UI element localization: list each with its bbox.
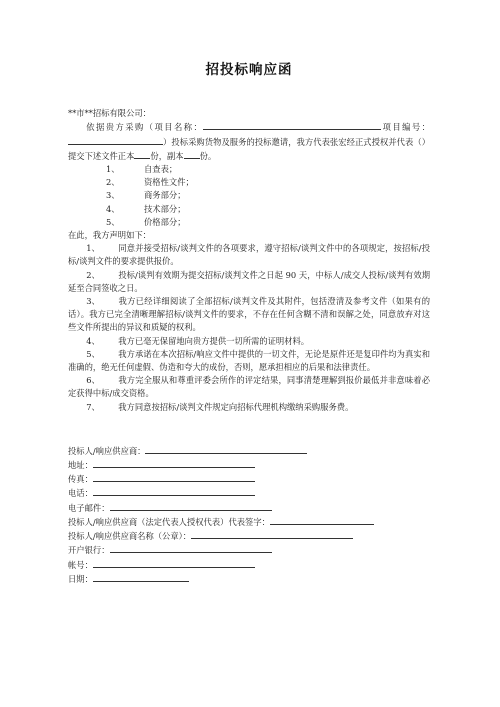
declaration-number: 1、 — [86, 243, 100, 254]
copy-count-blank[interactable] — [184, 149, 200, 159]
seal-field[interactable] — [191, 529, 353, 539]
list-item-number: 3、 — [106, 190, 120, 201]
fax-field[interactable] — [93, 472, 255, 482]
declaration-text: 我方完全服从和尊重评委会所作的评定结果，同事清楚理解到报价最低并非意味着必定获得中标/成交资格。 — [68, 375, 430, 399]
declaration-number: 6、 — [86, 375, 100, 386]
intro-text-1: 依据贵方采购（项目名称： — [86, 122, 204, 133]
intro-text-5: 份。 — [199, 150, 217, 161]
list-item-number: 5、 — [106, 216, 120, 227]
declaration-item — [68, 242, 430, 268]
list-item-label: 价格部分； — [144, 216, 186, 227]
field-label: 日期： — [68, 573, 93, 584]
bank-field[interactable] — [110, 543, 272, 553]
declaration-text: 同意并接受招标/谈判文件的各项要求，遵守招标/谈判文件中的各项规定，按招标/投标/谈判文件的要求提供报价。 — [68, 243, 430, 267]
list-item-label: 技术部分； — [144, 203, 186, 214]
declaration-number: 4、 — [86, 335, 100, 346]
seal-row — [68, 529, 430, 543]
field-label: 投标人/响应供应商（法定代表人授权代表）代表签字： — [68, 516, 270, 527]
field-label: 开户银行： — [68, 545, 110, 556]
list-item-label: 资格性文件； — [144, 177, 194, 188]
original-count-blank[interactable] — [134, 149, 150, 159]
bank-row — [68, 543, 430, 557]
fax-row — [68, 472, 430, 486]
declaration-number: 3、 — [86, 296, 100, 307]
list-item — [68, 216, 430, 229]
declaration-text: 我方已毫无保留地向贵方提供一切所需的证明材料。 — [118, 335, 310, 346]
declaration-item — [68, 401, 430, 414]
list-item-number: 2、 — [106, 177, 120, 188]
document-title: 招投标响应函 — [205, 62, 293, 78]
declaration-item — [68, 374, 430, 400]
phone-row — [68, 486, 430, 500]
email-field[interactable] — [110, 501, 272, 511]
intro-text-3: ）投标采购货物及服务的投标邀请，我方代表张宏经正式授权并代表（）提交下述文件正本 — [68, 136, 430, 161]
date-field[interactable] — [93, 572, 189, 582]
list-item — [68, 163, 430, 176]
declaration-item — [68, 348, 430, 374]
field-label: 电话： — [68, 488, 93, 499]
project-number-blank[interactable] — [68, 135, 163, 145]
phone-field[interactable] — [93, 486, 255, 496]
address-field[interactable] — [93, 458, 255, 468]
field-label: 投标人/响应供应商名称（公章）： — [68, 531, 192, 542]
declaration-text: 我方同意按招标/谈判文件规定向招标代理机构缴纳采购服务费。 — [118, 401, 354, 412]
email-row — [68, 501, 430, 515]
field-label: 帐号： — [68, 559, 93, 570]
list-item — [68, 189, 430, 202]
declaration-text: 我方已经详细阅读了全部招标/谈判文件及其附件，包括澄清及参考文件（如果有的话）。我方已完全清晰理解招标/谈判文件的要求，不存在任何含糊不清和误解之处，同意放弃对这些文件所提出的异议和质疑的权利。 — [68, 296, 430, 333]
intro-text-2: 项目编号： — [381, 122, 430, 133]
account-field[interactable] — [93, 558, 255, 568]
list-item — [68, 203, 430, 216]
account-row — [68, 558, 430, 572]
document-list — [68, 163, 430, 229]
declaration-number: 5、 — [86, 348, 100, 359]
intro-text-4: 份，副本 — [150, 150, 184, 161]
field-label: 电子邮件： — [68, 502, 110, 513]
address-row — [68, 458, 430, 472]
intro-paragraph — [68, 120, 430, 163]
bidder-row — [68, 444, 430, 458]
declaration-heading: 在此，我方声明如下： — [68, 230, 151, 241]
date-row — [68, 572, 430, 586]
field-label: 投标人/响应供应商： — [68, 445, 146, 456]
declaration-item — [68, 295, 430, 335]
declaration-text: 投标/谈判有效期为提交招标/谈判文件之日起 90 天，中标人/成交人投标/谈判有效期延至合同签收之日。 — [68, 269, 430, 293]
signature-row — [68, 515, 430, 529]
field-label: 地址： — [68, 460, 93, 471]
addressee: **市**招标有限公司： — [68, 108, 151, 119]
declaration-number: 2、 — [86, 269, 100, 280]
signature-fields — [68, 444, 430, 586]
signature-field[interactable] — [270, 515, 374, 525]
list-item-number: 1、 — [106, 164, 120, 175]
field-label: 传真： — [68, 474, 93, 485]
list-item-number: 4、 — [106, 203, 120, 214]
declaration-item — [68, 269, 430, 295]
declaration-text: 我方承诺在本次招标/响应文件中提供的一切文件，无论是原件还是复印件均为真实和准确的，绝无任何虚假、伪造和夸大的成份，否则，愿承担相应的后果和法律责任。 — [68, 348, 430, 373]
list-item — [68, 176, 430, 189]
declaration-item — [68, 335, 430, 348]
project-name-blank[interactable] — [203, 120, 381, 130]
bidder-field[interactable] — [145, 444, 307, 454]
list-item-label: 自查表； — [144, 164, 178, 175]
declaration-number: 7、 — [86, 401, 100, 412]
list-item-label: 商务部分； — [144, 190, 186, 201]
